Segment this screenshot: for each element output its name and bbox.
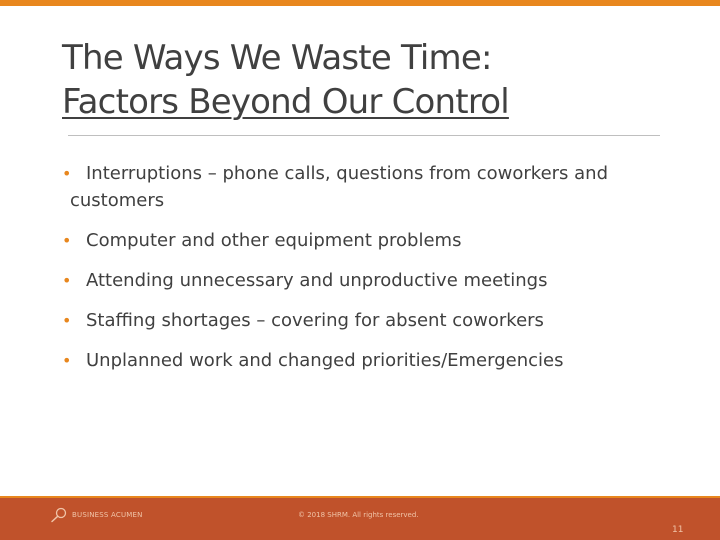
footer-copyright: © 2018 SHRM. All rights reserved. <box>298 511 419 519</box>
footer-program-label: BUSINESS ACUMEN <box>72 511 143 519</box>
title-line-2: Factors Beyond Our Control <box>62 82 509 122</box>
bullet-item <box>62 347 672 374</box>
footer-bar <box>0 498 720 540</box>
bullet-item <box>62 267 672 294</box>
title-line-1: The Ways We Waste Time: <box>62 38 492 78</box>
bullet-dot-icon: • <box>62 164 72 183</box>
bullet-text: Unplanned work and changed priorities/Emergencies <box>86 350 564 371</box>
bullet-text: Attending unnecessary and unproductive meetings <box>86 270 548 291</box>
bullet-list <box>62 160 672 387</box>
magnifier-icon <box>50 507 68 523</box>
bullet-text: Interruptions – phone calls, questions from coworkers and customers <box>70 163 609 211</box>
bullet-item <box>62 227 672 254</box>
bullet-dot-icon: • <box>62 351 72 370</box>
bullet-item <box>62 307 672 334</box>
bullet-item <box>62 160 672 214</box>
bullet-dot-icon: • <box>62 311 72 330</box>
title-divider <box>68 135 660 136</box>
bullet-dot-icon: • <box>62 271 72 290</box>
bullet-text: Computer and other equipment problems <box>86 230 462 251</box>
bullet-text: Staffing shortages – covering for absent coworkers <box>86 310 544 331</box>
page-number: 11 <box>672 525 684 535</box>
bullet-dot-icon: • <box>62 231 72 250</box>
top-accent-bar <box>0 0 720 6</box>
slide-title <box>62 36 662 124</box>
